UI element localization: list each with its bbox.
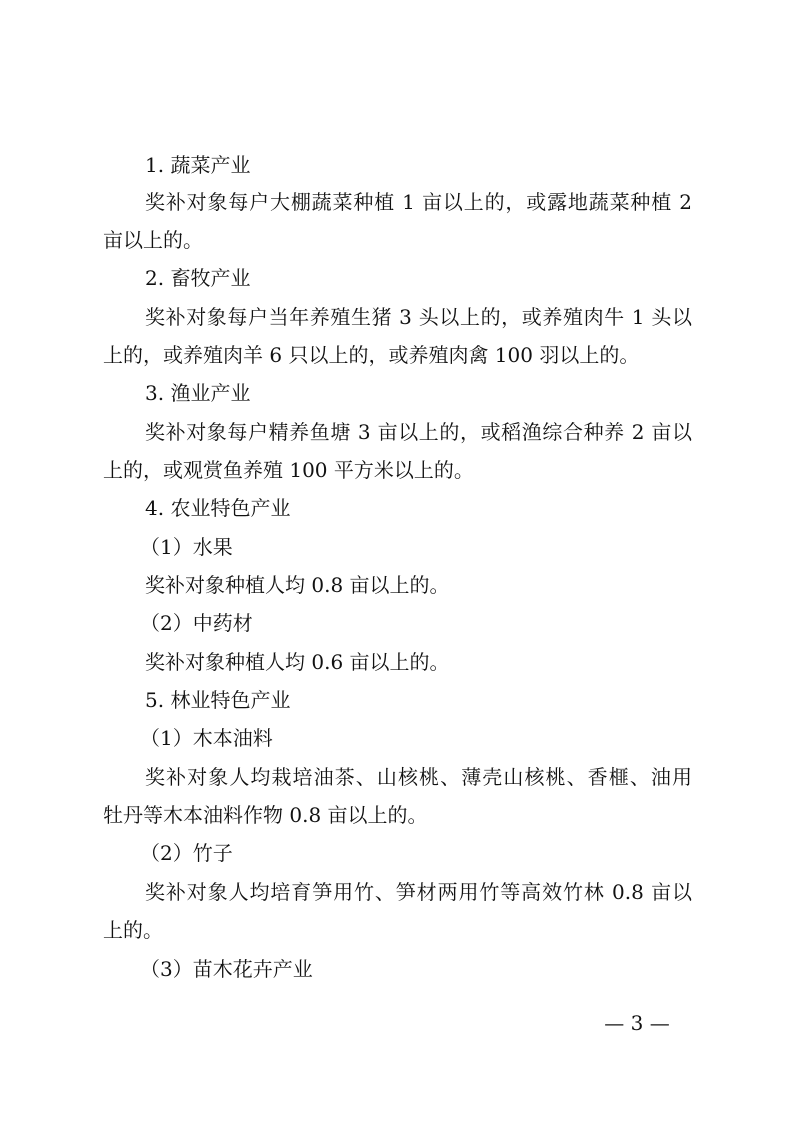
- paragraph-line: 牡丹等木本油料作物 0.8 亩以上的。: [103, 803, 428, 827]
- paragraph-line: 奖补对象每户当年养殖生猪 3 头以上的，或养殖肉牛 1 头以: [145, 305, 692, 329]
- subsection-heading: （2）中药材: [140, 611, 253, 635]
- paragraph-line: 奖补对象人均栽培油茶、山核桃、薄壳山核桃、香榧、油用: [145, 765, 692, 789]
- subsection-heading: （1）木本油料: [140, 726, 273, 750]
- paragraph-line: 奖补对象每户大棚蔬菜种植 1 亩以上的，或露地蔬菜种植 2: [145, 190, 692, 214]
- paragraph-line: 奖补对象每户精养鱼塘 3 亩以上的，或稻渔综合种养 2 亩以: [145, 420, 692, 444]
- section-heading: 1. 蔬菜产业: [145, 153, 251, 177]
- page-number: — 3 —: [604, 1011, 670, 1035]
- section-heading: 2. 畜牧产业: [145, 266, 251, 290]
- section-heading: 5. 林业特色产业: [145, 688, 291, 712]
- paragraph-line: 奖补对象人均培育笋用竹、笋材两用竹等高效竹林 0.8 亩以: [145, 880, 692, 904]
- paragraph-line: 上的，或养殖肉羊 6 只以上的，或养殖肉禽 100 羽以上的。: [103, 343, 640, 367]
- section-heading: 4. 农业特色产业: [145, 496, 291, 520]
- subsection-heading: （1）水果: [140, 535, 233, 559]
- paragraph-line: 奖补对象种植人均 0.6 亩以上的。: [145, 650, 450, 674]
- paragraph-line: 上的。: [103, 918, 163, 942]
- subsection-heading: （3）苗木花卉产业: [140, 957, 313, 981]
- paragraph-line: 亩以上的。: [103, 228, 203, 252]
- paragraph-line: 上的，或观赏鱼养殖 100 平方米以上的。: [103, 458, 474, 482]
- paragraph-line: 奖补对象种植人均 0.8 亩以上的。: [145, 573, 450, 597]
- section-heading: 3. 渔业产业: [145, 381, 251, 405]
- subsection-heading: （2）竹子: [140, 841, 233, 865]
